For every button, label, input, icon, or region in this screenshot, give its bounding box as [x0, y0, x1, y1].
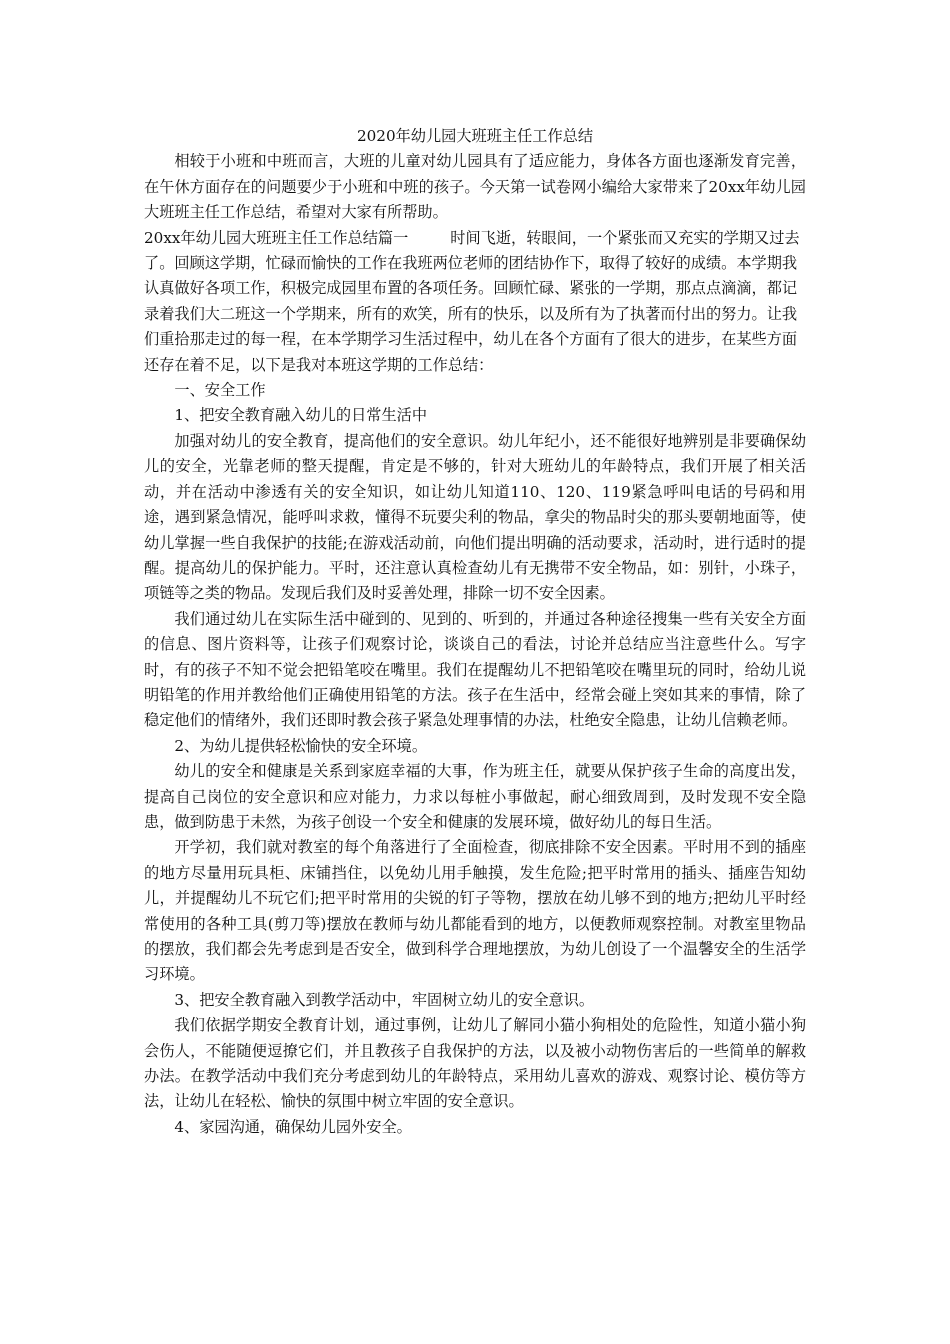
heading-safety-work: 一、安全工作 [174, 381, 266, 400]
section-label: 20xx年幼儿园大班班主任工作总结篇一 [144, 228, 409, 247]
subheading-1: 1、把安全教育融入幼儿的日常生活中 [174, 406, 428, 425]
intro-paragraph: 相较于小班和中班而言，大班的儿童对幼儿园具有了适应能力，身体各方面也逐渐发育完善，在午休方面存在的问题要少于小班和中班的孩子。今天第一试卷网小编给大家带来了20xx年幼儿园大班班主任工作总结，希望对大家有所帮助。 [144, 152, 806, 222]
subheading-3: 3、把安全教育融入到教学活动中，牢固树立幼儿的安全意识。 [174, 990, 595, 1009]
document-page [144, 124, 806, 1140]
document-title: 2020年幼儿园大班班主任工作总结 [356, 127, 594, 145]
section-intro-paragraph [144, 226, 806, 378]
paragraph-4: 开学初，我们就对教室的每个角落进行了全面检查，彻底排除不安全因素。平时用不到的插座的地方尽量用玩具柜、床铺挡住，以免幼儿用手触摸，发生危险;把平时常用的插头、插座告知幼儿，并提醒幼儿不玩它们;把平时常用的尖锐的钉子等物，摆放在幼儿够不到的地方;把幼儿平时经常使用的各种工具(剪刀等)摆放在教师与幼儿都能看到的地方，以便教师观察控制。对教室里物品的摆放，我们都会先考虑到是否安全，做到科学合理地摆放，为幼儿创设了一个温馨安全的生活学习环境。 [144, 838, 806, 984]
paragraph-5: 我们依据学期安全教育计划，通过事例，让幼儿了解同小猫小狗相处的危险性，知道小猫小狗会伤人，不能随便逗撩它们，并且教孩子自我保护的方法，以及被小动物伤害后的一些简单的解救办法。在教学活动中我们充分考虑到幼儿的年龄特点，采用幼儿喜欢的游戏、观察讨论、模仿等方法，让幼儿在轻松、愉快的氛围中树立牢固的安全意识。 [144, 1016, 806, 1111]
subheading-4: 4、家园沟通，确保幼儿园外安全。 [174, 1117, 412, 1136]
paragraph-1: 加强对幼儿的安全教育，提高他们的安全意识。幼儿年纪小，还不能很好地辨别是非要确保幼儿的安全，光靠老师的整天提醒，肯定是不够的，针对大班幼儿的年龄特点，我们开展了相关活动，并在活动中渗透有关的安全知识，如让幼儿知道110、120、119紧急呼叫电话的号码和用途，遇到紧急情况，能呼叫求救，懂得不玩要尖利的物品，拿尖的物品时尖的那头要朝地面等，使幼儿掌握一些自我保护的技能;在游戏活动前，向他们提出明确的活动要求，活动时，进行适时的提醒。提高幼儿的保护能力。平时，还注意认真检查幼儿有无携带不安全物品，如：别针，小珠子，项链等之类的物品。发现后我们及时妥善处理，排除一切不安全因素。 [144, 431, 806, 603]
paragraph-3: 幼儿的安全和健康是关系到家庭幸福的大事，作为班主任，就要从保护孩子生命的高度出发，提高自己岗位的安全意识和应对能力，力求以每桩小事做起，耐心细致周到，及时发现不安全隐患，做到防患于未然，为孩子创设一个安全和健康的发展环境，做好幼儿的每日生活。 [144, 762, 806, 831]
paragraph-2: 我们通过幼儿在实际生活中碰到的、见到的、听到的，并通过各种途径搜集一些有关安全方面的信息、图片资料等，让孩子们观察讨论，谈谈自己的看法，讨论并总结应当注意些什么。写字时，有的孩子不知不觉会把铅笔咬在嘴里。我们在提醒幼儿不把铅笔咬在嘴里玩的同时，给幼儿说明铅笔的作用并教给他们正确使用铅笔的方法。孩子在生活中，经常会碰上突如其来的事情，除了稳定他们的情绪外，我们还即时教会孩子紧急处理事情的办法，杜绝安全隐患，让幼儿信赖老师。 [144, 609, 806, 730]
subheading-2: 2、为幼儿提供轻松愉快的安全环境。 [174, 736, 428, 755]
section-intro-text: 时间飞逝，转眼间，一个紧张而又充实的学期又过去了。回顾这学期，忙碌而愉快的工作在我班两位老师的团结协作下，取得了较好的成绩。本学期我认真做好各项工作，积极完成园里布置的各项任务。回顾忙碌、紧张的一学期，那点点滴滴，都记录着我们大二班这一个学期来，所有的欢笑，所有的快乐，以及所有为了执著而付出的努力。让我们重拾那走过的每一程，在本学期学习生活过程中，幼儿在各个方面有了很大的进步，在某些方面还存在着不足，以下是我对本班这学期的工作总结： [144, 228, 800, 374]
